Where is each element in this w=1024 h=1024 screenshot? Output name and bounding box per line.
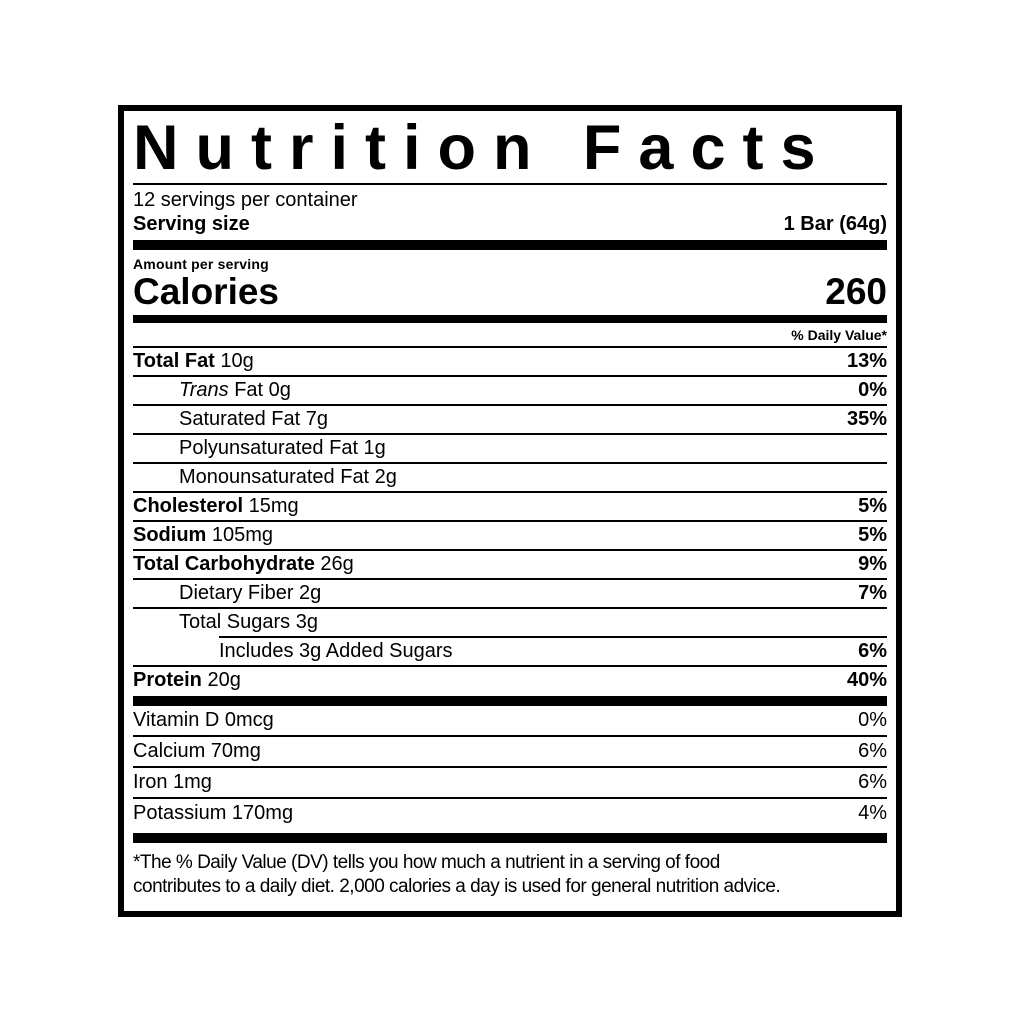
vitamin-daily-value: 6% xyxy=(858,771,887,793)
vitamin-name: Potassium 170mg xyxy=(133,802,294,824)
nutrient-daily-value: 9% xyxy=(858,553,887,575)
nutrient-name-rest: 20g xyxy=(201,669,241,691)
nutrient-name-rest: Monounsaturated Fat 2g xyxy=(179,466,397,488)
nutrient-row xyxy=(133,578,887,607)
nutrient-name-rest: Dietary Fiber 2g xyxy=(179,582,322,604)
label-title: Nutrition Facts xyxy=(133,113,833,183)
section-bar-serving xyxy=(133,240,887,250)
vitamin-daily-value: 6% xyxy=(858,740,887,762)
footnote xyxy=(133,851,887,899)
nutrient-name-bold: Total Fat xyxy=(133,350,215,372)
nutrient-row xyxy=(133,346,887,375)
nutrition-facts-label xyxy=(118,105,902,917)
nutrient-row xyxy=(133,665,887,694)
footnote-line-2: contributes to a daily diet. 2,000 calories a day is used for general nutrition advice. xyxy=(133,876,781,897)
nutrient-daily-value: 6% xyxy=(858,640,887,662)
nutrient-name xyxy=(133,407,328,432)
section-bar-footnote xyxy=(133,833,887,843)
nutrient-row xyxy=(133,636,887,665)
calories-label: Calories xyxy=(133,271,280,312)
vitamin-name: Vitamin D 0mcg xyxy=(133,709,274,731)
nutrient-row xyxy=(133,491,887,520)
nutrient-daily-value: 5% xyxy=(858,495,887,517)
nutrient-name-rest: 15mg xyxy=(243,495,299,517)
vitamin-row xyxy=(133,735,887,766)
calories-value: 260 xyxy=(825,271,887,312)
vitamin-row xyxy=(133,706,887,735)
amount-per-serving-label: Amount per serving xyxy=(133,256,269,272)
nutrient-name-rest: 105mg xyxy=(206,524,274,546)
nutrient-name xyxy=(133,436,386,461)
nutrient-daily-value: 40% xyxy=(846,669,887,691)
footnote-line-1: *The % Daily Value (DV) tells you how much a nutrient in a serving of food xyxy=(133,852,720,873)
section-bar-protein xyxy=(133,696,887,706)
nutrient-row xyxy=(133,462,887,491)
nutrient-name-rest: Polyunsaturated Fat 1g xyxy=(179,437,386,459)
nutrient-daily-value: 5% xyxy=(858,524,887,546)
nutrient-name xyxy=(133,494,299,519)
nutrient-name xyxy=(133,668,241,693)
daily-value-header: % Daily Value* xyxy=(791,327,887,343)
nutrient-name xyxy=(133,349,254,374)
nutrient-row xyxy=(133,404,887,433)
nutrient-name-rest: Fat 0g xyxy=(228,379,291,401)
nutrient-rows xyxy=(133,346,887,694)
nutrient-name-rest: 10g xyxy=(214,350,254,372)
vitamin-daily-value: 4% xyxy=(858,802,887,824)
nutrient-name xyxy=(133,523,273,548)
title-divider xyxy=(133,183,887,185)
vitamin-daily-value: 0% xyxy=(858,709,887,731)
serving-size-value: 1 Bar (64g) xyxy=(783,213,887,235)
nutrient-row xyxy=(133,520,887,549)
vitamin-row xyxy=(133,797,887,828)
nutrient-name xyxy=(133,378,291,403)
nutrient-row xyxy=(133,375,887,404)
nutrient-name xyxy=(133,465,397,490)
vitamin-name: Iron 1mg xyxy=(133,771,212,793)
nutrient-name xyxy=(133,610,318,635)
serving-size-label: Serving size xyxy=(133,213,250,235)
servings-per-container: 12 servings per container xyxy=(133,189,358,211)
vitamin-row xyxy=(133,766,887,797)
nutrient-daily-value: 13% xyxy=(846,350,887,372)
nutrient-name-rest: 26g xyxy=(314,553,354,575)
nutrient-row xyxy=(133,549,887,578)
nutrient-name-rest: Saturated Fat 7g xyxy=(179,408,328,430)
serving-size-row xyxy=(133,212,887,236)
nutrient-name xyxy=(133,552,354,577)
section-bar-calories xyxy=(133,315,887,323)
nutrient-name-bold: Protein xyxy=(133,669,202,691)
nutrient-name-italic: Trans xyxy=(179,379,229,401)
nutrient-name-bold: Cholesterol xyxy=(133,495,244,517)
nutrient-name-bold: Total Carbohydrate xyxy=(133,553,315,575)
nutrient-name xyxy=(133,639,453,664)
calories-row xyxy=(133,272,887,312)
vitamin-rows xyxy=(133,706,887,828)
nutrient-daily-value: 35% xyxy=(846,408,887,430)
nutrient-daily-value: 7% xyxy=(858,582,887,604)
nutrient-name-rest: Includes 3g Added Sugars xyxy=(219,640,453,662)
nutrient-row xyxy=(133,433,887,462)
nutrient-row xyxy=(133,607,887,636)
nutrient-daily-value: 0% xyxy=(858,379,887,401)
vitamin-name: Calcium 70mg xyxy=(133,740,261,762)
nutrient-name-bold: Sodium xyxy=(133,524,207,546)
nutrient-name-rest: Total Sugars 3g xyxy=(179,611,318,633)
nutrient-name xyxy=(133,581,321,606)
